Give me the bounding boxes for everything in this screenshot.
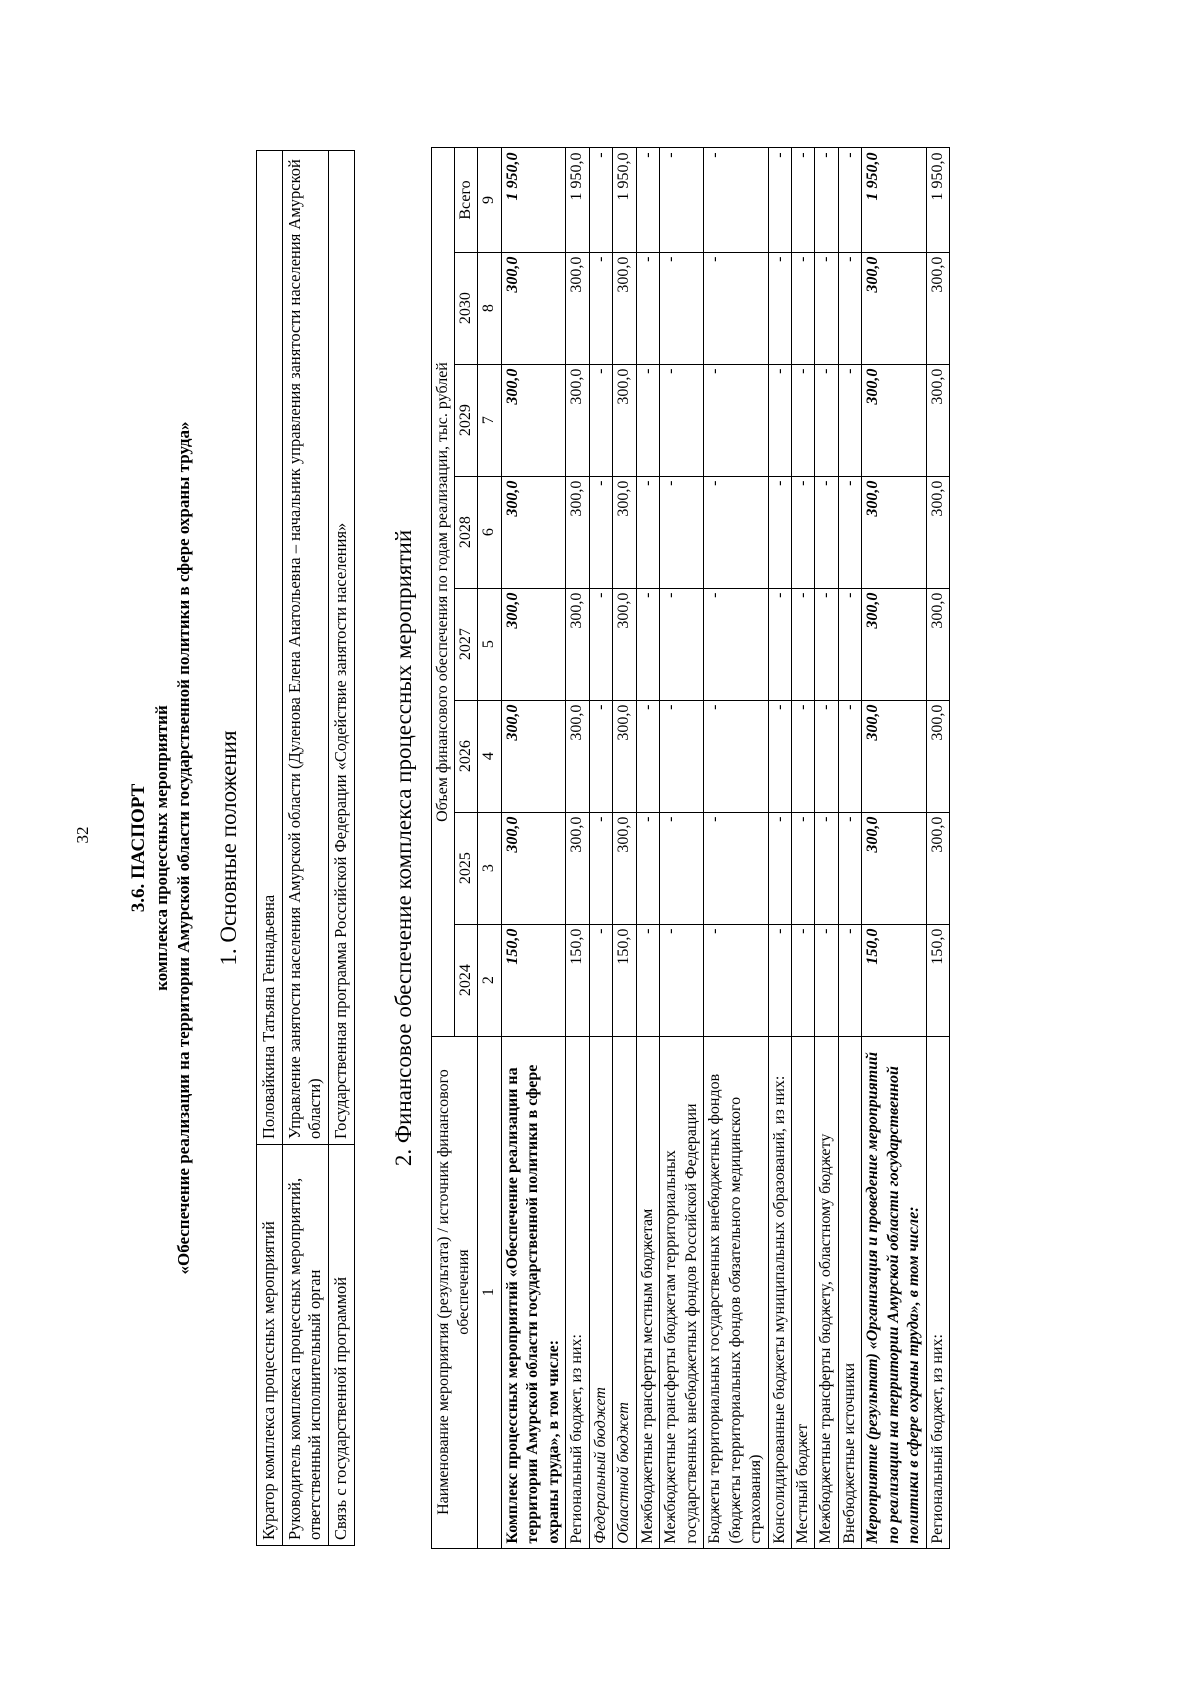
total-cell: 1 950,0 <box>613 148 636 252</box>
value-cell: - <box>792 252 815 364</box>
row-name-cell: Федеральный бюджет <box>589 1036 612 1548</box>
total-cell: - <box>815 148 838 252</box>
value-cell: 300,0 <box>566 252 589 364</box>
value-cell: - <box>792 924 815 1036</box>
table-row <box>566 148 589 1548</box>
column-number-row <box>478 148 501 1548</box>
value-cell: - <box>589 364 612 476</box>
value-cell: - <box>704 252 768 364</box>
value-cell: - <box>704 588 768 700</box>
value-cell: 300,0 <box>862 252 926 364</box>
value-cell: 300,0 <box>613 476 636 588</box>
program-name: «Обеспечение реализации на территории Амурской области государственной политики в сфере охраны труда» <box>174 421 193 1275</box>
value-cell: 150,0 <box>613 924 636 1036</box>
value-cell: 300,0 <box>862 812 926 924</box>
basics-label: Куратор комплекса процессных мероприятий <box>257 1145 283 1546</box>
financing-table <box>431 147 951 1548</box>
basics-value: Государственная программа Российской Федерации «Содействие занятости населения» <box>328 151 354 1145</box>
value-cell: - <box>660 924 704 1036</box>
year-header: 2024 <box>454 924 477 1036</box>
value-cell: 300,0 <box>926 588 949 700</box>
value-cell: - <box>589 252 612 364</box>
row-name-cell: Региональный бюджет, из них: <box>566 1036 589 1548</box>
value-cell: 300,0 <box>926 252 949 364</box>
row-name-cell: Межбюджетные трансферты бюджету, областному бюджету <box>815 1036 838 1548</box>
table-row <box>257 151 283 1546</box>
row-name-cell: Местный бюджет <box>792 1036 815 1548</box>
value-cell: 300,0 <box>501 476 565 588</box>
value-cell: - <box>815 588 838 700</box>
total-cell: - <box>636 148 659 252</box>
value-cell: 300,0 <box>862 364 926 476</box>
value-cell: 300,0 <box>566 476 589 588</box>
total-cell: - <box>792 148 815 252</box>
value-cell: - <box>815 700 838 812</box>
value-cell: - <box>768 924 791 1036</box>
table-row <box>704 148 768 1548</box>
value-cell: - <box>704 476 768 588</box>
value-cell: - <box>838 700 861 812</box>
table-row <box>589 148 612 1548</box>
total-cell: 1 950,0 <box>501 148 565 252</box>
section1-heading: 1. Основные положения <box>216 730 241 966</box>
value-cell: - <box>838 924 861 1036</box>
basics-value: Половайкина Татьяна Геннадьевна <box>257 151 283 1145</box>
value-cell: 300,0 <box>501 700 565 812</box>
year-header: 2027 <box>454 588 477 700</box>
value-cell: - <box>704 364 768 476</box>
rotated-document-sheet <box>100 68 1100 1628</box>
document-subtitle: комплекса процессных мероприятий <box>152 705 171 991</box>
row-name-cell: Комплекс процессных мероприятий «Обеспечение реализации на территории Амурской области государственной политики в сфере охраны труда», в том числе: <box>501 1036 565 1548</box>
value-cell: - <box>838 588 861 700</box>
value-cell: 300,0 <box>862 588 926 700</box>
row-name-cell: Внебюджетные источники <box>838 1036 861 1548</box>
value-cell: - <box>636 588 659 700</box>
value-cell: - <box>768 364 791 476</box>
table-row <box>501 148 565 1548</box>
column-header-volume: Объем финансового обеспечения по годам реализации, тыс. рублей <box>431 148 454 1036</box>
value-cell: - <box>589 924 612 1036</box>
column-number: 2 <box>478 924 501 1036</box>
value-cell: - <box>636 476 659 588</box>
column-number: 8 <box>478 252 501 364</box>
value-cell: 300,0 <box>566 812 589 924</box>
value-cell: - <box>636 700 659 812</box>
table-row <box>815 148 838 1548</box>
value-cell: - <box>589 588 612 700</box>
value-cell: - <box>660 588 704 700</box>
value-cell: 150,0 <box>566 924 589 1036</box>
column-number: 5 <box>478 588 501 700</box>
value-cell: - <box>660 812 704 924</box>
value-cell: - <box>704 700 768 812</box>
value-cell: - <box>660 364 704 476</box>
value-cell: 300,0 <box>613 588 636 700</box>
value-cell: - <box>815 924 838 1036</box>
value-cell: - <box>636 252 659 364</box>
table-row <box>660 148 704 1548</box>
value-cell: - <box>838 252 861 364</box>
value-cell: - <box>768 476 791 588</box>
row-name-cell: Бюджеты территориальных государственных внебюджетных фондов (бюджеты территориальных фондов обязательного медицинского страхования) <box>704 1036 768 1548</box>
table-row <box>282 151 328 1546</box>
value-cell: 300,0 <box>501 364 565 476</box>
total-header: Всего <box>454 148 477 252</box>
value-cell: 300,0 <box>926 700 949 812</box>
value-cell: 300,0 <box>862 700 926 812</box>
value-cell: 300,0 <box>926 364 949 476</box>
document-title: 3.6. ПАСПОРТ <box>128 783 149 913</box>
value-cell: 300,0 <box>501 812 565 924</box>
value-cell: - <box>636 364 659 476</box>
column-number: 3 <box>478 812 501 924</box>
financing-table-body <box>501 148 949 1548</box>
total-cell: - <box>838 148 861 252</box>
year-header: 2030 <box>454 252 477 364</box>
value-cell: 300,0 <box>613 700 636 812</box>
value-cell: - <box>792 700 815 812</box>
row-name-cell: Областной бюджет <box>613 1036 636 1548</box>
year-header: 2028 <box>454 476 477 588</box>
total-cell: 1 950,0 <box>926 148 949 252</box>
value-cell: 300,0 <box>613 812 636 924</box>
value-cell: 300,0 <box>501 252 565 364</box>
column-number: 7 <box>478 364 501 476</box>
value-cell: - <box>838 812 861 924</box>
value-cell: - <box>792 588 815 700</box>
row-name-cell: Консолидированные бюджеты муниципальных образований, из них: <box>768 1036 791 1548</box>
value-cell: - <box>768 812 791 924</box>
value-cell: - <box>792 364 815 476</box>
total-cell: 1 950,0 <box>862 148 926 252</box>
document-header <box>128 68 194 1628</box>
value-cell: - <box>636 924 659 1036</box>
value-cell: - <box>660 700 704 812</box>
value-cell: - <box>792 812 815 924</box>
value-cell: 300,0 <box>566 364 589 476</box>
total-cell: - <box>589 148 612 252</box>
value-cell: - <box>815 252 838 364</box>
value-cell: 300,0 <box>501 588 565 700</box>
value-cell: - <box>660 476 704 588</box>
value-cell: - <box>815 812 838 924</box>
value-cell: 300,0 <box>926 476 949 588</box>
table-row <box>838 148 861 1548</box>
year-header: 2025 <box>454 812 477 924</box>
value-cell: 150,0 <box>501 924 565 1036</box>
value-cell: - <box>589 812 612 924</box>
row-name-cell: Региональный бюджет, из них: <box>926 1036 949 1548</box>
value-cell: - <box>768 252 791 364</box>
basics-label: Связь с государственной программой <box>328 1145 354 1546</box>
total-cell: - <box>768 148 791 252</box>
value-cell: 300,0 <box>613 364 636 476</box>
column-header-name: Наименование мероприятия (результата) / источник финансового обеспечения <box>431 1036 478 1548</box>
value-cell: 300,0 <box>566 700 589 812</box>
column-number: 9 <box>478 148 501 252</box>
value-cell: - <box>815 476 838 588</box>
value-cell: - <box>660 252 704 364</box>
total-cell: - <box>704 148 768 252</box>
value-cell: - <box>636 812 659 924</box>
value-cell: - <box>838 364 861 476</box>
basics-label: Руководитель комплекса процессных мероприятий, ответственный исполнительный орган <box>282 1145 328 1546</box>
value-cell: 300,0 <box>862 476 926 588</box>
year-header: 2029 <box>454 364 477 476</box>
column-number: 4 <box>478 700 501 812</box>
row-name-cell: Межбюджетные трансферты местным бюджетам <box>636 1036 659 1548</box>
value-cell: - <box>792 476 815 588</box>
basic-provisions-table <box>256 150 355 1546</box>
value-cell: - <box>589 476 612 588</box>
value-cell: - <box>768 588 791 700</box>
row-name-cell: Межбюджетные трансферты бюджетам территориальных государственных внебюджетных фондов Российской Федерации <box>660 1036 704 1548</box>
column-number: 1 <box>478 1036 501 1548</box>
table-row <box>926 148 949 1548</box>
table-row <box>613 148 636 1548</box>
value-cell: 300,0 <box>613 252 636 364</box>
total-cell: 1 950,0 <box>566 148 589 252</box>
value-cell: - <box>815 364 838 476</box>
table-row <box>328 151 354 1546</box>
year-header: 2026 <box>454 700 477 812</box>
page-number: 32 <box>73 826 92 844</box>
column-number: 6 <box>478 476 501 588</box>
value-cell: - <box>704 812 768 924</box>
value-cell: 150,0 <box>862 924 926 1036</box>
table-row <box>792 148 815 1548</box>
row-name-cell: Мероприятие (результат) «Организация и проведение мероприятий по реализации на территории Амурской области государственной политики в сфере охраны труда», в том числе: <box>862 1036 926 1548</box>
table-row <box>768 148 791 1548</box>
basics-value: Управление занятости населения Амурской области (Дуленова Елена Анатольевна – начальник управления занятости населения Амурской области) <box>282 151 328 1145</box>
table-row <box>636 148 659 1548</box>
header-row <box>431 148 454 1548</box>
value-cell: 300,0 <box>926 812 949 924</box>
table-row <box>862 148 926 1548</box>
value-cell: - <box>589 700 612 812</box>
value-cell: - <box>838 476 861 588</box>
value-cell: - <box>768 700 791 812</box>
value-cell: - <box>704 924 768 1036</box>
total-cell: - <box>660 148 704 252</box>
value-cell: 150,0 <box>926 924 949 1036</box>
value-cell: 300,0 <box>566 588 589 700</box>
section2-heading: 2. Финансовое обеспечение комплекса процессных мероприятий <box>390 529 416 1167</box>
